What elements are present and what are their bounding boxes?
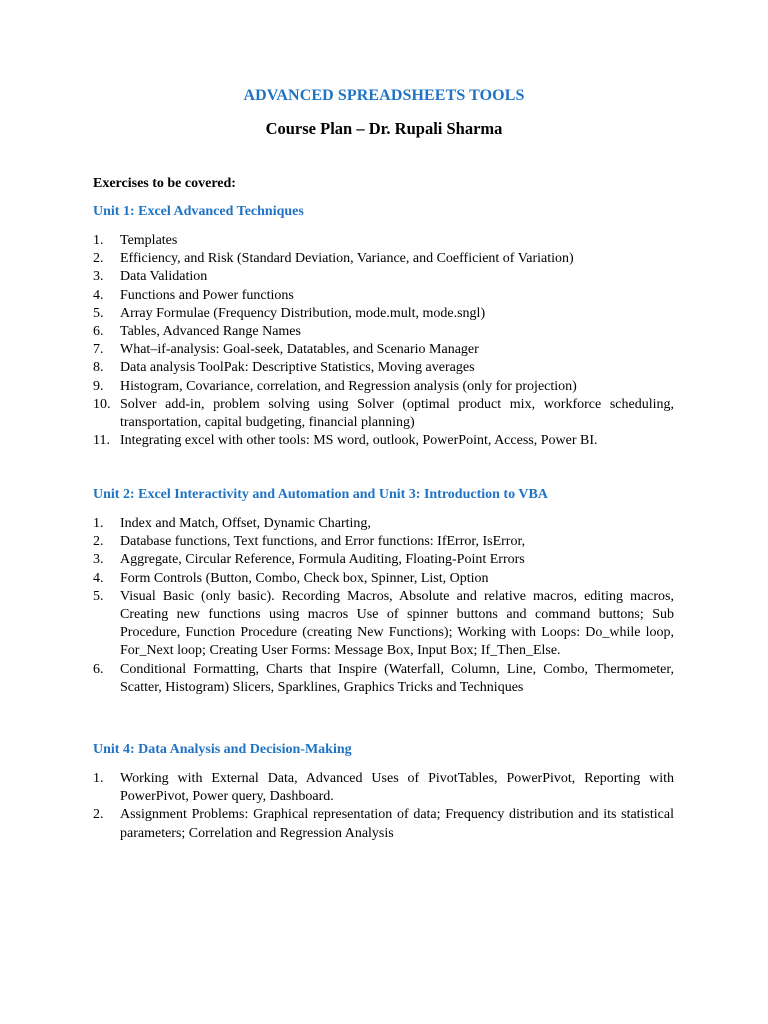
- unit-1-heading: Unit 1: Excel Advanced Techniques: [93, 204, 304, 219]
- unit-4-heading: Unit 4: Data Analysis and Decision-Making: [93, 742, 352, 757]
- item-number: 5.: [93, 305, 104, 321]
- item-number: 9.: [93, 378, 104, 394]
- list-item: [93, 806, 674, 842]
- item-number: 6.: [93, 324, 104, 340]
- item-text: Conditional Formatting, Charts that Inspire (Waterfall, Column, Line, Combo, Thermometer, Scatter, Histogram) Slicers, Sparklines, Graphics Tricks and Techniques: [120, 661, 674, 695]
- item-text: Working with External Data, Advanced Uses of PivotTables, PowerPivot, Reporting with PowerPivot, Power query, Dashboard.: [120, 771, 674, 805]
- item-number: 3.: [93, 552, 104, 568]
- list-item: [93, 287, 674, 305]
- item-number: 4.: [93, 287, 104, 303]
- list-item: [93, 770, 674, 806]
- item-number: 1.: [93, 233, 104, 248]
- unit-2-3-heading: Unit 2: Excel Interactivity and Automation and Unit 3: Introduction to VBA: [93, 487, 548, 502]
- list-item: [93, 396, 674, 432]
- unit-1-list: [93, 232, 674, 450]
- item-number: 6.: [93, 661, 104, 677]
- item-number: 7.: [93, 342, 104, 358]
- item-text: Array Formulae (Frequency Distribution, mode.mult, mode.sngl): [120, 305, 486, 321]
- exercises-label: Exercises to be covered:: [93, 176, 236, 191]
- item-number: 2.: [93, 534, 104, 550]
- list-item: [93, 515, 674, 533]
- item-text: Visual Basic (only basic). Recording Macros, Absolute and relative macros, editing macros, Creating new functions using macros Use of spinner buttons and command buttons; Sub Procedure, Function Procedure (creating New Functions); Working with Loops: Do_while loop, For_Next loop; Creating User Forms: Message Box, Input Box; If_Then_Else.: [120, 588, 674, 659]
- list-item: [93, 533, 674, 551]
- item-text: Histogram, Covariance, correlation, and Regression analysis (only for projection): [120, 378, 577, 394]
- item-text: Assignment Problems: Graphical representation of data; Frequency distribution and its statistical parameters; Correlation and Regression Analysis: [120, 807, 674, 841]
- item-text: Integrating excel with other tools: MS word, outlook, PowerPoint, Access, Power BI.: [120, 433, 598, 449]
- item-text: Index and Match, Offset, Dynamic Charting,: [120, 516, 371, 531]
- list-item: [93, 232, 674, 250]
- list-item: [93, 570, 674, 588]
- item-text: Database functions, Text functions, and Error functions: IfError, IsError,: [120, 534, 526, 550]
- item-text: Data analysis ToolPak: Descriptive Statistics, Moving averages: [120, 360, 475, 376]
- item-text: Tables, Advanced Range Names: [120, 324, 301, 340]
- list-item: [93, 359, 674, 377]
- item-number: 5.: [93, 588, 104, 604]
- item-number: 1.: [93, 771, 104, 786]
- document-title: ADVANCED SPREADSHEETS TOOLS: [243, 87, 525, 104]
- list-item: [93, 661, 674, 697]
- unit-4-list: [93, 770, 674, 843]
- item-text: What–if-analysis: Goal-seek, Datatables, and Scenario Manager: [120, 342, 479, 358]
- list-item: [93, 378, 674, 396]
- unit-2-3-list: [93, 515, 674, 697]
- item-number: 8.: [93, 360, 104, 376]
- item-text: Functions and Power functions: [120, 287, 294, 303]
- list-item: [93, 432, 674, 450]
- list-item: [93, 588, 674, 661]
- list-item: [93, 323, 674, 341]
- list-item: [93, 551, 674, 569]
- item-number: 2.: [93, 807, 104, 823]
- item-text: Form Controls (Button, Combo, Check box, Spinner, List, Option: [120, 570, 489, 586]
- item-text: Efficiency, and Risk (Standard Deviation, Variance, and Coefficient of Variation): [120, 251, 574, 267]
- item-text: Templates: [120, 233, 178, 248]
- item-number: 1.: [93, 516, 104, 531]
- list-item: [93, 250, 674, 268]
- item-number: 11.: [93, 433, 110, 449]
- item-text: Aggregate, Circular Reference, Formula Auditing, Floating-Point Errors: [120, 552, 525, 568]
- item-text: Data Validation: [120, 269, 208, 285]
- item-number: 4.: [93, 570, 104, 586]
- list-item: [93, 268, 674, 286]
- document-subtitle: Course Plan – Dr. Rupali Sharma: [265, 119, 503, 138]
- list-item: [93, 341, 674, 359]
- item-number: 2.: [93, 251, 104, 267]
- list-item: [93, 305, 674, 323]
- item-number: 3.: [93, 269, 104, 285]
- item-text: Solver add-in, problem solving using Solver (optimal product mix, workforce scheduling, transportation, capital budgeting, financial planning): [120, 396, 674, 431]
- item-number: 10.: [93, 396, 111, 412]
